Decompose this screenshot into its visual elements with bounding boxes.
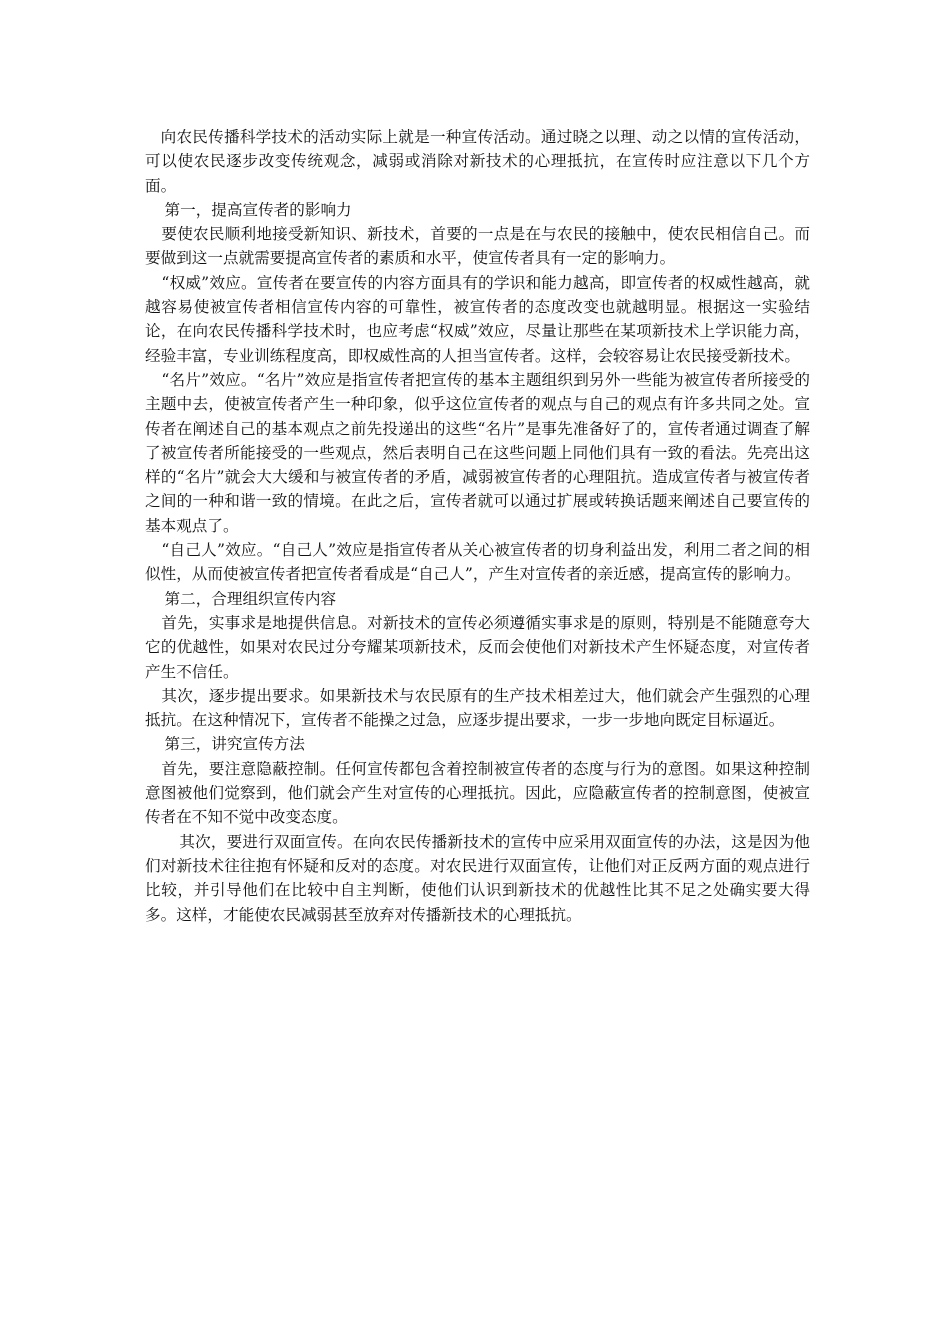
document-body [145, 125, 810, 927]
insider-effect-paragraph: “自己人”效应。“自己人”效应是指宣传者从关心被宣传者的切身利益出发，利用二者之间的相似性，从而使被宣传者把宣传者看成是“自己人”，产生对宣传者的亲近感，提高宣传的影响力。 [145, 541, 810, 584]
body-paragraph: 要使农民顺利地接受新知识、新技术，首要的一点是在与农民的接触中，使农民相信自己。而要做到这一点就需要提高宣传者的素质和水平，使宣传者具有一定的影响力。 [145, 225, 810, 268]
body-paragraph: 首先，实事求是地提供信息。对新技术的宣传必须遵循实事求是的原则，特别是不能随意夸大它的优越性，如果对农民过分夸耀某项新技术，反而会使他们对新技术产生怀疑态度，对宣传者产生不信任。 [145, 613, 810, 681]
section-heading-3: 第三，讲究宣传方法 [164, 735, 305, 754]
body-paragraph: 其次，要进行双面宣传。在向农民传播新技术的宣传中应采用双面宣传的办法，这是因为他们对新技术往往抱有怀疑和反对的态度。对农民进行双面宣传，让他们对正反两方面的观点进行比较，并引导他们在比较中自主判断，使他们认识到新技术的优越性比其不足之处确实要大得多。这样，才能使农民减弱甚至放弃对传播新技术的心理抵抗。 [145, 832, 810, 924]
intro-paragraph: 向农民传播科学技术的活动实际上就是一种宣传活动。通过晓之以理、动之以情的宣传活动，可以使农民逐步改变传统观念，减弱或消除对新技术的心理抵抗，在宣传时应注意以下几个方面。 [145, 128, 810, 195]
body-paragraph: 其次，逐步提出要求。如果新技术与农民原有的生产技术相差过大，他们就会产生强烈的心理抵抗。在这种情况下，宣传者不能操之过急，应逐步提出要求，一步一步地向既定目标逼近。 [145, 686, 810, 730]
section-heading-2: 第二，合理组织宣传内容 [164, 589, 337, 608]
section-heading-1: 第一，提高宣传者的影响力 [164, 200, 352, 219]
body-paragraph: 首先，要注意隐蔽控制。任何宣传都包含着控制被宣传者的态度与行为的意图。如果这种控制意图被他们觉察到，他们就会产生对宣传的心理抵抗。因此，应隐蔽宣传者的控制意图，使被宣传者在不知不觉中改变态度。 [145, 759, 810, 827]
authority-effect-paragraph: “权威”效应。宣传者在要宣传的内容方面具有的学识和能力越高，即宣传者的权威性越高，就越容易使被宣传者相信宣传内容的可靠性，被宣传者的态度改变也就越明显。根据这一实验结论，在向农民传播科学技术时，也应考虑“权威”效应，尽量让那些在某项新技术上学识能力高，经验丰富，专业训练程度高，即权威性高的人担当宣传者。这样，会较容易让农民接受新技术。 [145, 273, 810, 365]
business-card-effect-paragraph: “名片”效应。“名片”效应是指宣传者把宣传的基本主题组织到另外一些能为被宣传者所接受的主题中去，使被宣传者产生一种印象，似乎这位宣传者的观点与自己的观点有许多共同之处。宣传者在阐述自己的基本观点之前先投递出的这些“名片”是事先准备好了的，宣传者通过调查了解了被宣传者所能接受的一些观点，然后表明自己在这些问题上同他们具有一致的看法。先亮出这样的“名片”就会大大缓和与被宣传者的矛盾，减弱被宣传者的心理阻抗。造成宣传者与被宣传者之间的一种和谐一致的情境。在此之后，宣传者就可以通过扩展或转换话题来阐述自己要宣传的基本观点了。 [145, 370, 810, 535]
